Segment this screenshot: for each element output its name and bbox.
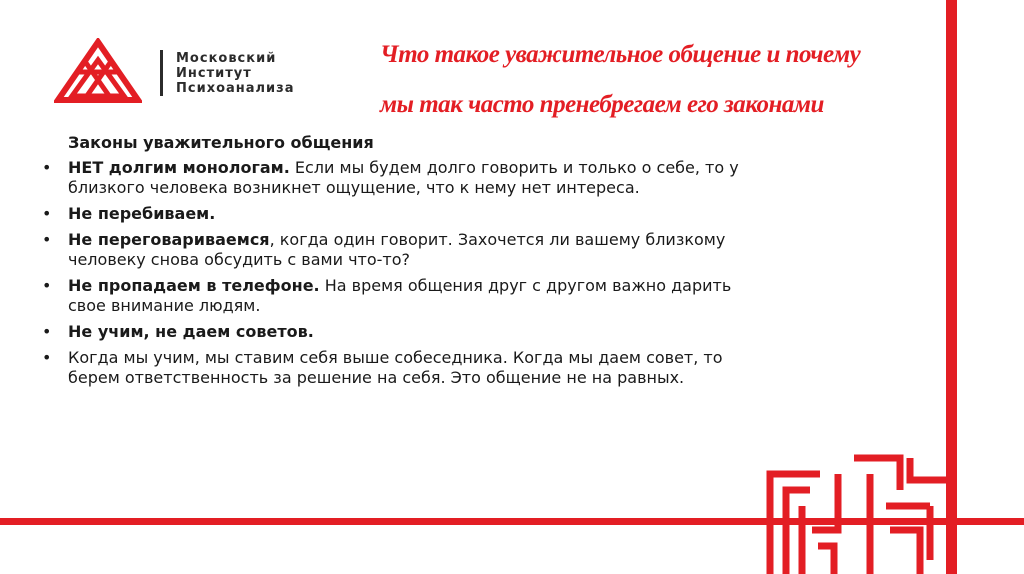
item-bold: Не перебиваем. <box>68 204 216 223</box>
institute-logo <box>54 38 324 108</box>
item-bold: Не пропадаем в телефоне. <box>68 276 320 295</box>
content-block <box>42 133 762 394</box>
triangle-knot-logo-icon <box>54 38 142 104</box>
item-text: , когда один говорит. Захочется ли вашему близкому человеку снова обсудить с вами что-то? <box>68 230 726 269</box>
rules-list <box>42 158 762 388</box>
item-bold: Не учим, не даем советов. <box>68 322 314 341</box>
list-item <box>42 276 762 316</box>
list-item <box>42 158 762 198</box>
bullet-dot: • <box>42 348 52 367</box>
bullet-dot: • <box>42 158 52 177</box>
red-maze-pattern-icon <box>760 450 960 574</box>
logo-divider <box>160 50 163 96</box>
item-text: Когда мы учим, мы ставим себя выше собеседника. Когда мы даем совет, то берем ответственность за решение на себя. Это общение не на равных. <box>68 348 723 387</box>
list-item <box>42 348 762 388</box>
slide-title <box>380 30 935 130</box>
item-text: На время общения друг с другом важно дарить свое внимание людям. <box>68 276 732 315</box>
list-item <box>42 322 762 342</box>
list-item <box>42 230 762 270</box>
item-bold: НЕТ долгим монологам. <box>68 158 290 177</box>
logo-line-2: Институт <box>176 66 252 81</box>
item-text: Если мы будем долго говорить и только о себе, то у близкого человека возникнет ощущение, что к нему нет интереса. <box>68 158 739 197</box>
content-heading: Законы уважительного общения <box>68 133 374 152</box>
bullet-dot: • <box>42 322 52 341</box>
logo-line-1: Московский <box>176 51 277 66</box>
bullet-dot: • <box>42 204 52 223</box>
logo-text <box>176 51 295 96</box>
bullet-dot: • <box>42 230 52 249</box>
list-item <box>42 204 762 224</box>
title-line-2: мы так часто пренебрегаем его законами <box>380 91 824 118</box>
logo-line-3: Психоанализа <box>176 81 295 96</box>
title-line-1: Что такое уважительное общение и почему <box>380 41 861 68</box>
item-bold: Не переговариваемся <box>68 230 270 249</box>
bullet-dot: • <box>42 276 52 295</box>
